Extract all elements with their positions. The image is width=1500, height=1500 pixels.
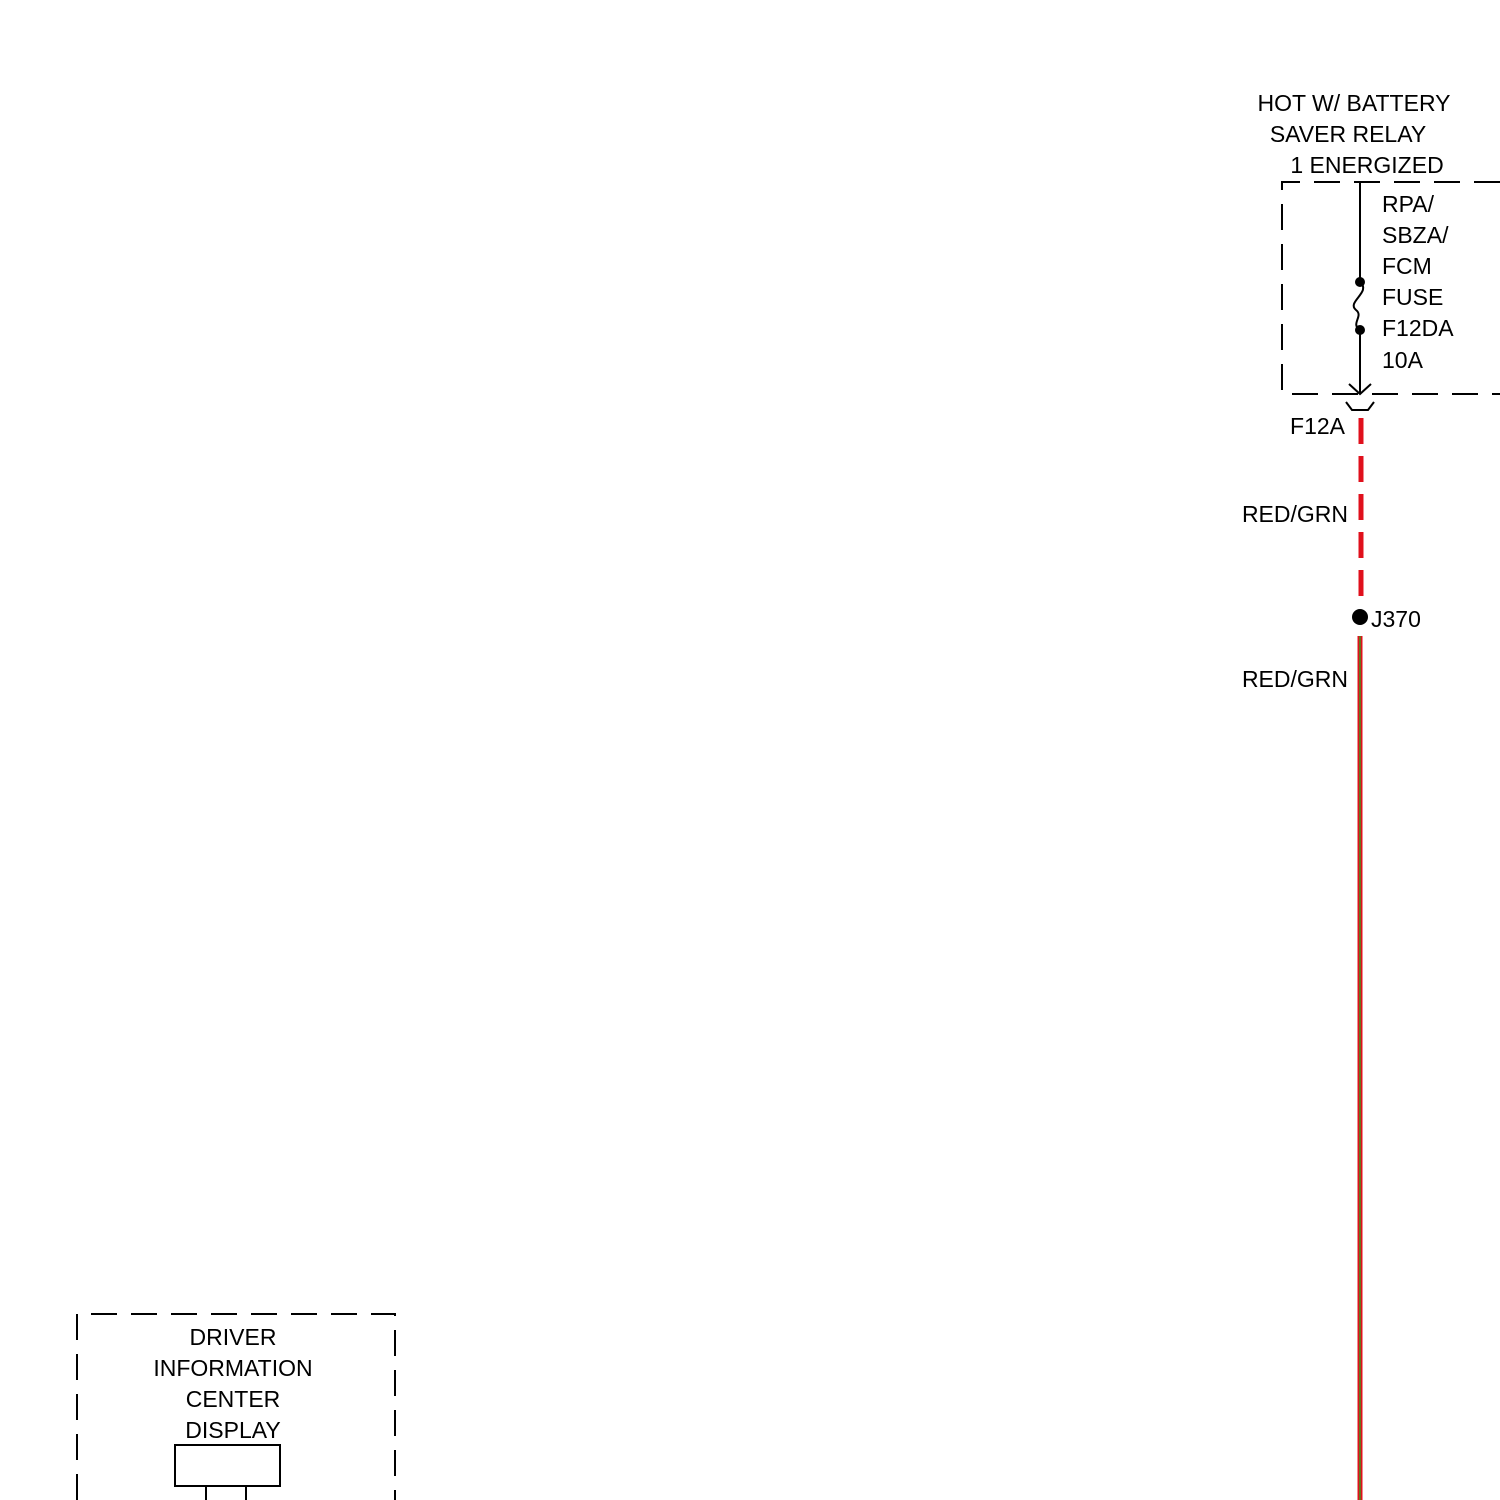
power-source-line-1: HOT W/ BATTERY [1257, 90, 1451, 116]
module-line-2: INFORMATION [153, 1355, 313, 1381]
splice-dot-icon [1352, 609, 1368, 625]
fuse-icon [1354, 182, 1365, 394]
power-source-label [1258, 90, 1451, 178]
module-label [153, 1324, 312, 1443]
power-source-line-3: 1 ENERGIZED [1290, 152, 1444, 178]
fuse-line-2: SBZA/ [1382, 222, 1449, 248]
fuse-line-1: RPA/ [1382, 191, 1434, 217]
fuse-label [1382, 191, 1454, 373]
splice-label: J370 [1371, 606, 1421, 632]
module-connector-icon [175, 1445, 280, 1500]
module-line-4: DISPLAY [185, 1417, 281, 1443]
fuse-line-6: 10A [1382, 347, 1423, 373]
wire-lower-color-label: RED/GRN [1241, 666, 1348, 692]
fuse-line-5: F12DA [1382, 315, 1454, 341]
module-line-1: DRIVER [189, 1324, 277, 1350]
connector-label: F12A [1290, 413, 1345, 439]
power-source-line-2: SAVER RELAY [1269, 121, 1427, 147]
fuse-line-4: FUSE [1382, 284, 1444, 310]
wire-upper-color-label: RED/GRN [1241, 501, 1348, 527]
fuse-line-3: FCM [1382, 253, 1432, 279]
module-line-3: CENTER [185, 1386, 281, 1412]
